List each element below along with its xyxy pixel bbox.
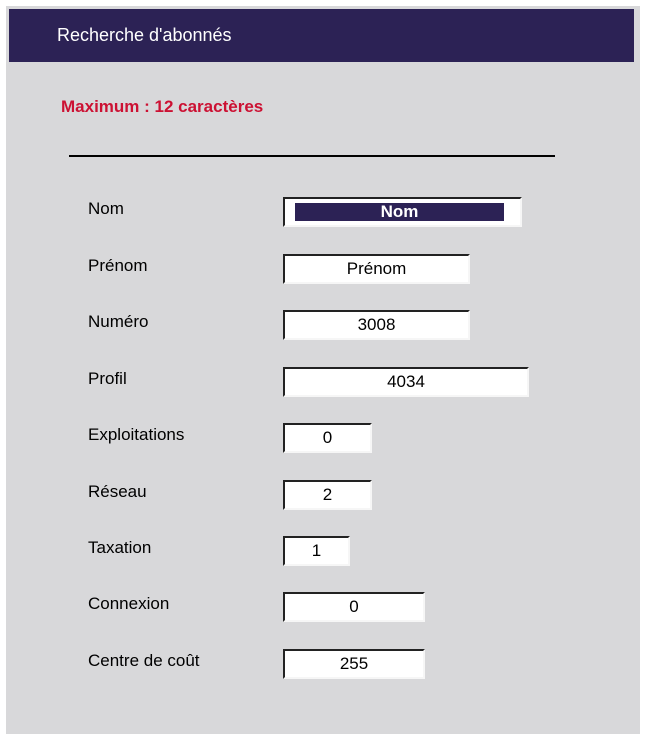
reseau-field[interactable]: 2 [283,480,372,510]
prenom-field[interactable]: Prénom [283,254,470,284]
taxation-label: Taxation [88,538,152,557]
prenom-label: Prénom [88,256,148,275]
exploitations-field[interactable]: 0 [283,423,372,453]
numero-field[interactable]: 3008 [283,310,470,340]
exploitations-label: Exploitations [88,425,185,444]
reseau-label: Réseau [88,482,147,501]
taxation-field[interactable]: 1 [283,536,350,566]
nom-field[interactable] [283,197,522,227]
centre-cout-field[interactable]: 255 [283,649,425,679]
max-length-hint: Maximum : 12 caractères [61,97,264,116]
nom-field-selection: Nom [295,203,504,221]
nom-label: Nom [88,199,124,218]
profil-field[interactable]: 4034 [283,367,529,397]
connexion-field[interactable]: 0 [283,592,425,622]
numero-label: Numéro [88,312,149,331]
divider [69,155,555,157]
connexion-label: Connexion [88,594,170,613]
centre-cout-label: Centre de coût [88,651,200,670]
window-title: Recherche d'abonnés [9,9,634,62]
profil-label: Profil [88,369,127,388]
